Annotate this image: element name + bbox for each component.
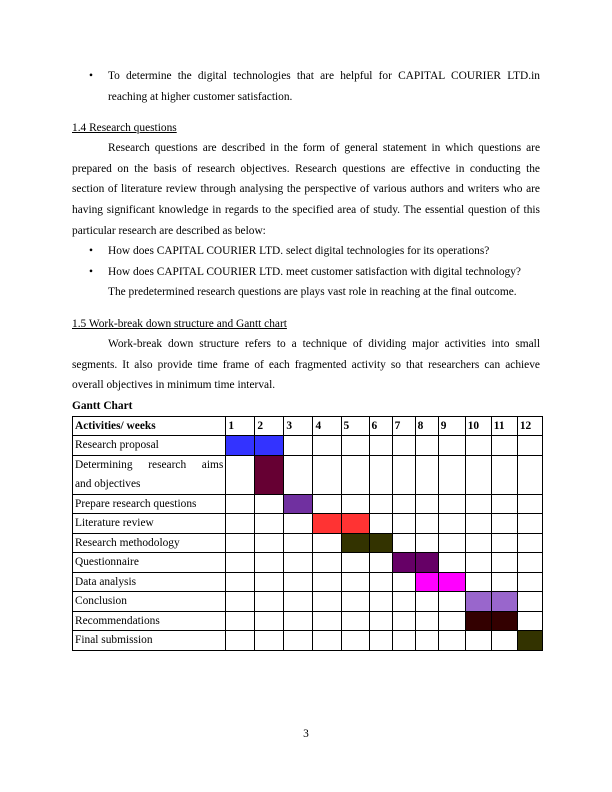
gantt-bar-cell xyxy=(465,611,491,631)
gantt-empty-cell xyxy=(369,572,392,592)
gantt-empty-cell xyxy=(369,455,392,494)
week-header: 5 xyxy=(341,416,369,436)
gantt-empty-cell xyxy=(226,553,255,573)
question-text: How does CAPITAL COURIER LTD. select digital technologies for its operations? xyxy=(108,245,490,258)
gantt-bar-cell xyxy=(465,592,491,612)
gantt-empty-cell xyxy=(226,611,255,631)
gantt-empty-cell xyxy=(255,514,284,534)
gantt-empty-cell xyxy=(415,494,438,514)
gantt-empty-cell xyxy=(341,553,369,573)
gantt-row xyxy=(73,455,543,494)
gantt-empty-cell xyxy=(369,436,392,456)
gantt-empty-cell xyxy=(341,572,369,592)
gantt-empty-cell xyxy=(465,494,491,514)
gantt-empty-cell xyxy=(517,514,542,534)
gantt-empty-cell xyxy=(313,592,341,612)
gantt-empty-cell xyxy=(517,436,542,456)
activity-name: Prepare research questions xyxy=(73,494,226,514)
gantt-empty-cell xyxy=(415,514,438,534)
section-1-5-heading: 1.5 Work-break down structure and Gantt chart xyxy=(72,317,287,330)
gantt-bar-cell xyxy=(284,494,313,514)
week-header: 10 xyxy=(465,416,491,436)
gantt-bar-cell xyxy=(369,533,392,553)
week-header: 6 xyxy=(369,416,392,436)
gantt-empty-cell xyxy=(341,494,369,514)
gantt-row xyxy=(73,631,543,651)
gantt-empty-cell xyxy=(465,514,491,534)
gantt-bar-cell xyxy=(341,514,369,534)
activity-name: Final submission xyxy=(73,631,226,651)
gantt-empty-cell xyxy=(438,553,465,573)
gantt-empty-cell xyxy=(491,436,517,456)
week-header: 9 xyxy=(438,416,465,436)
activity-name: Conclusion xyxy=(73,592,226,612)
gantt-empty-cell xyxy=(341,592,369,612)
gantt-empty-cell xyxy=(517,533,542,553)
gantt-row xyxy=(73,611,543,631)
gantt-empty-cell xyxy=(313,533,341,553)
activity-name xyxy=(73,455,226,494)
gantt-empty-cell xyxy=(438,611,465,631)
activity-name: Recommendations xyxy=(73,611,226,631)
gantt-empty-cell xyxy=(517,592,542,612)
gantt-empty-cell xyxy=(465,631,491,651)
gantt-empty-cell xyxy=(438,494,465,514)
gantt-empty-cell xyxy=(341,631,369,651)
gantt-bar-cell xyxy=(392,553,415,573)
gantt-empty-cell xyxy=(415,611,438,631)
gantt-row xyxy=(73,553,543,573)
section-1-4-closing: The predetermined research questions are plays vast role in reaching at the final outcome. xyxy=(108,286,517,299)
gantt-header-row xyxy=(73,416,543,436)
activity-name-line: and objectives xyxy=(75,477,141,490)
gantt-empty-cell xyxy=(491,494,517,514)
gantt-bar-cell xyxy=(491,592,517,612)
gantt-empty-cell xyxy=(392,436,415,456)
gantt-empty-cell xyxy=(415,592,438,612)
gantt-row xyxy=(73,494,543,514)
gantt-empty-cell xyxy=(392,572,415,592)
gantt-empty-cell xyxy=(491,631,517,651)
gantt-row xyxy=(73,514,543,534)
gantt-empty-cell xyxy=(517,572,542,592)
gantt-empty-cell xyxy=(313,611,341,631)
activity-name: Research proposal xyxy=(73,436,226,456)
gantt-row xyxy=(73,533,543,553)
gantt-row xyxy=(73,436,543,456)
week-header: 1 xyxy=(226,416,255,436)
gantt-empty-cell xyxy=(284,592,313,612)
gantt-empty-cell xyxy=(392,514,415,534)
bullet-icon: • xyxy=(89,70,93,82)
gantt-bar-cell xyxy=(313,514,341,534)
week-header: 11 xyxy=(491,416,517,436)
gantt-empty-cell xyxy=(284,533,313,553)
gantt-empty-cell xyxy=(255,592,284,612)
gantt-empty-cell xyxy=(438,533,465,553)
gantt-empty-cell xyxy=(392,631,415,651)
gantt-empty-cell xyxy=(284,631,313,651)
gantt-empty-cell xyxy=(369,514,392,534)
gantt-chart-title: Gantt Chart xyxy=(72,399,133,412)
week-header: 12 xyxy=(517,416,542,436)
gantt-bar-cell xyxy=(415,572,438,592)
gantt-empty-cell xyxy=(517,553,542,573)
gantt-empty-cell xyxy=(341,455,369,494)
gantt-empty-cell xyxy=(415,436,438,456)
gantt-empty-cell xyxy=(369,592,392,612)
gantt-empty-cell xyxy=(415,631,438,651)
gantt-empty-cell xyxy=(226,631,255,651)
gantt-empty-cell xyxy=(438,631,465,651)
section-1-5-paragraph: Work-break down structure refers to a technique of dividing major activities into small segments. It also provide time frame of each fragmented activity so that researchers can achieve overall objectives in minimum time interval. xyxy=(72,337,540,392)
gantt-empty-cell xyxy=(392,494,415,514)
question-text: How does CAPITAL COURIER LTD. meet customer satisfaction with digital technology? xyxy=(108,265,521,278)
intro-bullet-text: To determine the digital technologies that are helpful for CAPITAL COURIER LTD.in reaching at higher customer satisfaction. xyxy=(108,70,540,103)
gantt-empty-cell xyxy=(392,611,415,631)
gantt-empty-cell xyxy=(491,553,517,573)
gantt-empty-cell xyxy=(465,553,491,573)
intro-bullet xyxy=(72,66,540,107)
gantt-empty-cell xyxy=(517,455,542,494)
gantt-empty-cell xyxy=(313,572,341,592)
document-page xyxy=(72,66,540,651)
gantt-empty-cell xyxy=(491,455,517,494)
gantt-empty-cell xyxy=(226,455,255,494)
gantt-empty-cell xyxy=(284,455,313,494)
gantt-empty-cell xyxy=(369,631,392,651)
activity-name: Data analysis xyxy=(73,572,226,592)
activity-name: Literature review xyxy=(73,514,226,534)
gantt-bar-cell xyxy=(255,455,284,494)
gantt-empty-cell xyxy=(284,514,313,534)
gantt-empty-cell xyxy=(226,592,255,612)
gantt-empty-cell xyxy=(517,494,542,514)
gantt-empty-cell xyxy=(284,436,313,456)
gantt-empty-cell xyxy=(226,572,255,592)
gantt-empty-cell xyxy=(369,611,392,631)
gantt-bar-cell xyxy=(255,436,284,456)
gantt-empty-cell xyxy=(255,572,284,592)
gantt-empty-cell xyxy=(415,533,438,553)
gantt-empty-cell xyxy=(392,533,415,553)
gantt-empty-cell xyxy=(313,631,341,651)
gantt-empty-cell xyxy=(392,592,415,612)
gantt-empty-cell xyxy=(415,455,438,494)
gantt-empty-cell xyxy=(255,553,284,573)
gantt-empty-cell xyxy=(369,553,392,573)
section-1-4-heading: 1.4 Research questions xyxy=(72,122,177,135)
page-number: 3 xyxy=(303,728,309,740)
gantt-table-body xyxy=(73,416,543,650)
gantt-empty-cell xyxy=(313,553,341,573)
gantt-empty-cell xyxy=(438,436,465,456)
gantt-empty-cell xyxy=(341,611,369,631)
gantt-empty-cell xyxy=(255,533,284,553)
gantt-bar-cell xyxy=(438,572,465,592)
gantt-bar-cell xyxy=(517,631,542,651)
gantt-empty-cell xyxy=(392,455,415,494)
bullet-icon: • xyxy=(89,245,93,258)
gantt-bar-cell xyxy=(491,611,517,631)
week-header: 7 xyxy=(392,416,415,436)
gantt-empty-cell xyxy=(369,494,392,514)
gantt-row xyxy=(73,572,543,592)
gantt-empty-cell xyxy=(438,514,465,534)
question-bullet xyxy=(72,262,540,283)
gantt-empty-cell xyxy=(465,436,491,456)
gantt-empty-cell xyxy=(255,631,284,651)
activity-name: Questionnaire xyxy=(73,553,226,573)
gantt-empty-cell xyxy=(284,611,313,631)
gantt-header-label: Activities/ weeks xyxy=(73,416,226,436)
gantt-empty-cell xyxy=(226,494,255,514)
gantt-empty-cell xyxy=(438,592,465,612)
week-header: 2 xyxy=(255,416,284,436)
gantt-empty-cell xyxy=(313,436,341,456)
gantt-empty-cell xyxy=(226,533,255,553)
gantt-empty-cell xyxy=(517,611,542,631)
gantt-empty-cell xyxy=(284,572,313,592)
gantt-empty-cell xyxy=(438,455,465,494)
gantt-empty-cell xyxy=(255,611,284,631)
gantt-table xyxy=(72,416,543,651)
activity-name: Research methodology xyxy=(73,533,226,553)
section-1-4-paragraph: Research questions are described in the form of general statement in which questions are prepared on the basis of research objectives. Research questions are effective in conducting the section of literature review through analysing the perspective of various authors and writers who are having significant knowledge in regards to the specified area of study. The essential question of this particular research are described as below: xyxy=(72,142,540,237)
gantt-empty-cell xyxy=(226,514,255,534)
week-header: 4 xyxy=(313,416,341,436)
week-header: 8 xyxy=(415,416,438,436)
gantt-row xyxy=(73,592,543,612)
bullet-icon: • xyxy=(89,265,93,278)
gantt-empty-cell xyxy=(313,494,341,514)
gantt-empty-cell xyxy=(465,572,491,592)
gantt-empty-cell xyxy=(341,436,369,456)
gantt-bar-cell xyxy=(341,533,369,553)
gantt-empty-cell xyxy=(255,494,284,514)
gantt-bar-cell xyxy=(415,553,438,573)
gantt-empty-cell xyxy=(491,533,517,553)
question-bullet xyxy=(72,241,540,262)
gantt-empty-cell xyxy=(313,455,341,494)
gantt-empty-cell xyxy=(465,533,491,553)
gantt-empty-cell xyxy=(491,572,517,592)
gantt-empty-cell xyxy=(284,553,313,573)
gantt-bar-cell xyxy=(226,436,255,456)
gantt-empty-cell xyxy=(465,455,491,494)
gantt-empty-cell xyxy=(491,514,517,534)
week-header: 3 xyxy=(284,416,313,436)
activity-name-line: Determining research aims xyxy=(75,458,224,471)
